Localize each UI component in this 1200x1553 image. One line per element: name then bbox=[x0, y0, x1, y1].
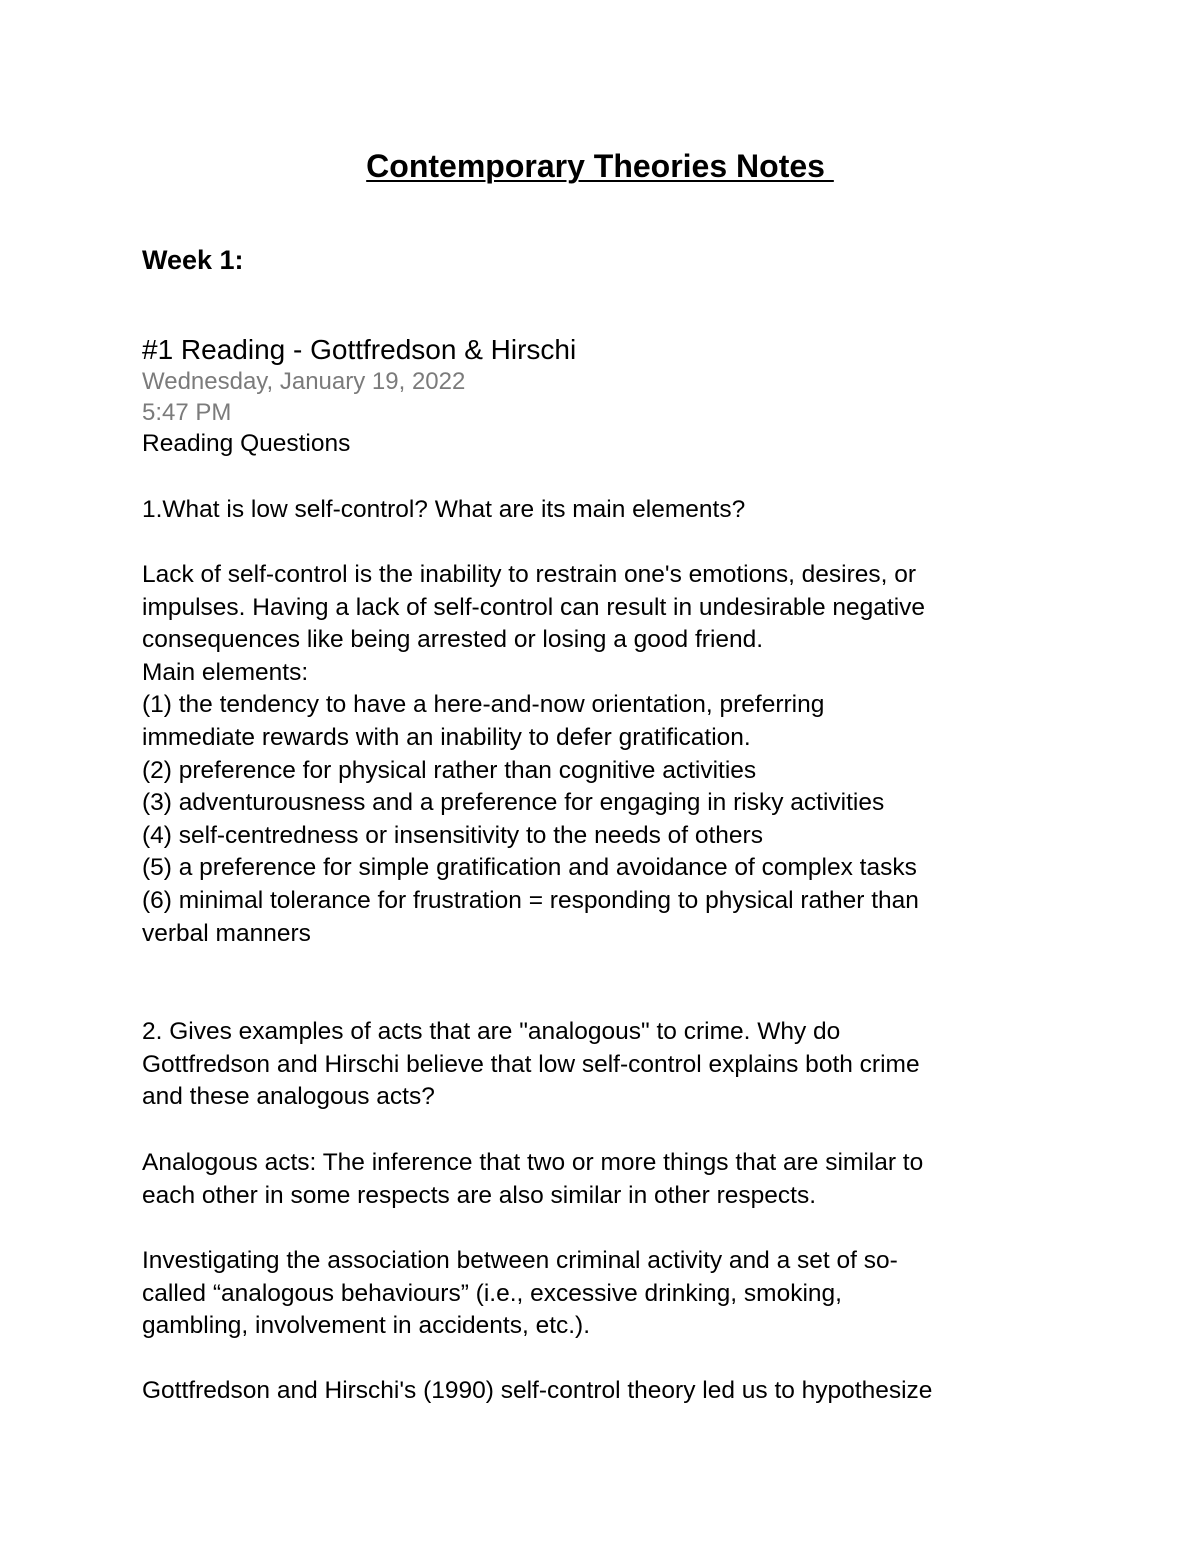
investigating-line: gambling, involvement in accidents, etc.). bbox=[142, 1312, 591, 1340]
element-line: (5) a preference for simple gratification and avoidance of complex tasks bbox=[142, 854, 917, 882]
question-2 bbox=[142, 1016, 1082, 1114]
page-title bbox=[0, 146, 1200, 186]
definition-line: Analogous acts: The inference that two or more things that are similar to bbox=[142, 1149, 924, 1176]
hypothesis-line: Gottfredson and Hirschi's (1990) self-control theory led us to hypothesize bbox=[142, 1377, 933, 1404]
analogous-acts-definition bbox=[142, 1147, 1082, 1212]
element-line: immediate rewards with an inability to defer gratification. bbox=[142, 723, 751, 751]
reading-questions-label: Reading Questions bbox=[142, 430, 351, 457]
main-elements-label: Main elements: bbox=[142, 658, 309, 686]
element-line: (6) minimal tolerance for frustration = responding to physical rather than bbox=[142, 886, 919, 914]
element-line: (1) the tendency to have a here-and-now orientation, preferring bbox=[142, 691, 825, 719]
question-2-line: and these analogous acts? bbox=[142, 1083, 435, 1111]
question-2-line: Gottfredson and Hirschi believe that low self-control explains both crime bbox=[142, 1050, 920, 1078]
answer-1-paragraph bbox=[142, 559, 1082, 950]
definition-line: each other in some respects are also similar in other respects. bbox=[142, 1181, 817, 1209]
page-title-text: Contemporary Theories Notes bbox=[366, 148, 834, 184]
answer-1-line: consequences like being arrested or losing a good friend. bbox=[142, 626, 764, 654]
element-line: (4) self-centredness or insensitivity to the needs of others bbox=[142, 821, 763, 849]
answer-1-line: Lack of self-control is the inability to restrain one's emotions, desires, or bbox=[142, 561, 917, 588]
investigating-line: Investigating the association between criminal activity and a set of so- bbox=[142, 1247, 898, 1274]
element-line: (2) preference for physical rather than cognitive activities bbox=[142, 756, 757, 784]
question-2-line: 2. Gives examples of acts that are "analogous" to crime. Why do bbox=[142, 1018, 841, 1045]
section-heading: #1 Reading - Gottfredson & Hirschi bbox=[142, 334, 577, 365]
answer-1-line: impulses. Having a lack of self-control can result in undesirable negative bbox=[142, 593, 926, 621]
note-date: Wednesday, January 19, 2022 bbox=[142, 368, 466, 395]
investigating-line: called “analogous behaviours” (i.e., excessive drinking, smoking, bbox=[142, 1279, 842, 1307]
element-line: (3) adventurousness and a preference for engaging in risky activities bbox=[142, 789, 885, 817]
week-heading: Week 1: bbox=[142, 245, 244, 275]
question-1: 1.What is low self-control? What are its main elements? bbox=[142, 496, 746, 523]
investigating-paragraph bbox=[142, 1245, 1082, 1343]
element-line: verbal manners bbox=[142, 919, 311, 947]
note-time: 5:47 PM bbox=[142, 399, 232, 426]
